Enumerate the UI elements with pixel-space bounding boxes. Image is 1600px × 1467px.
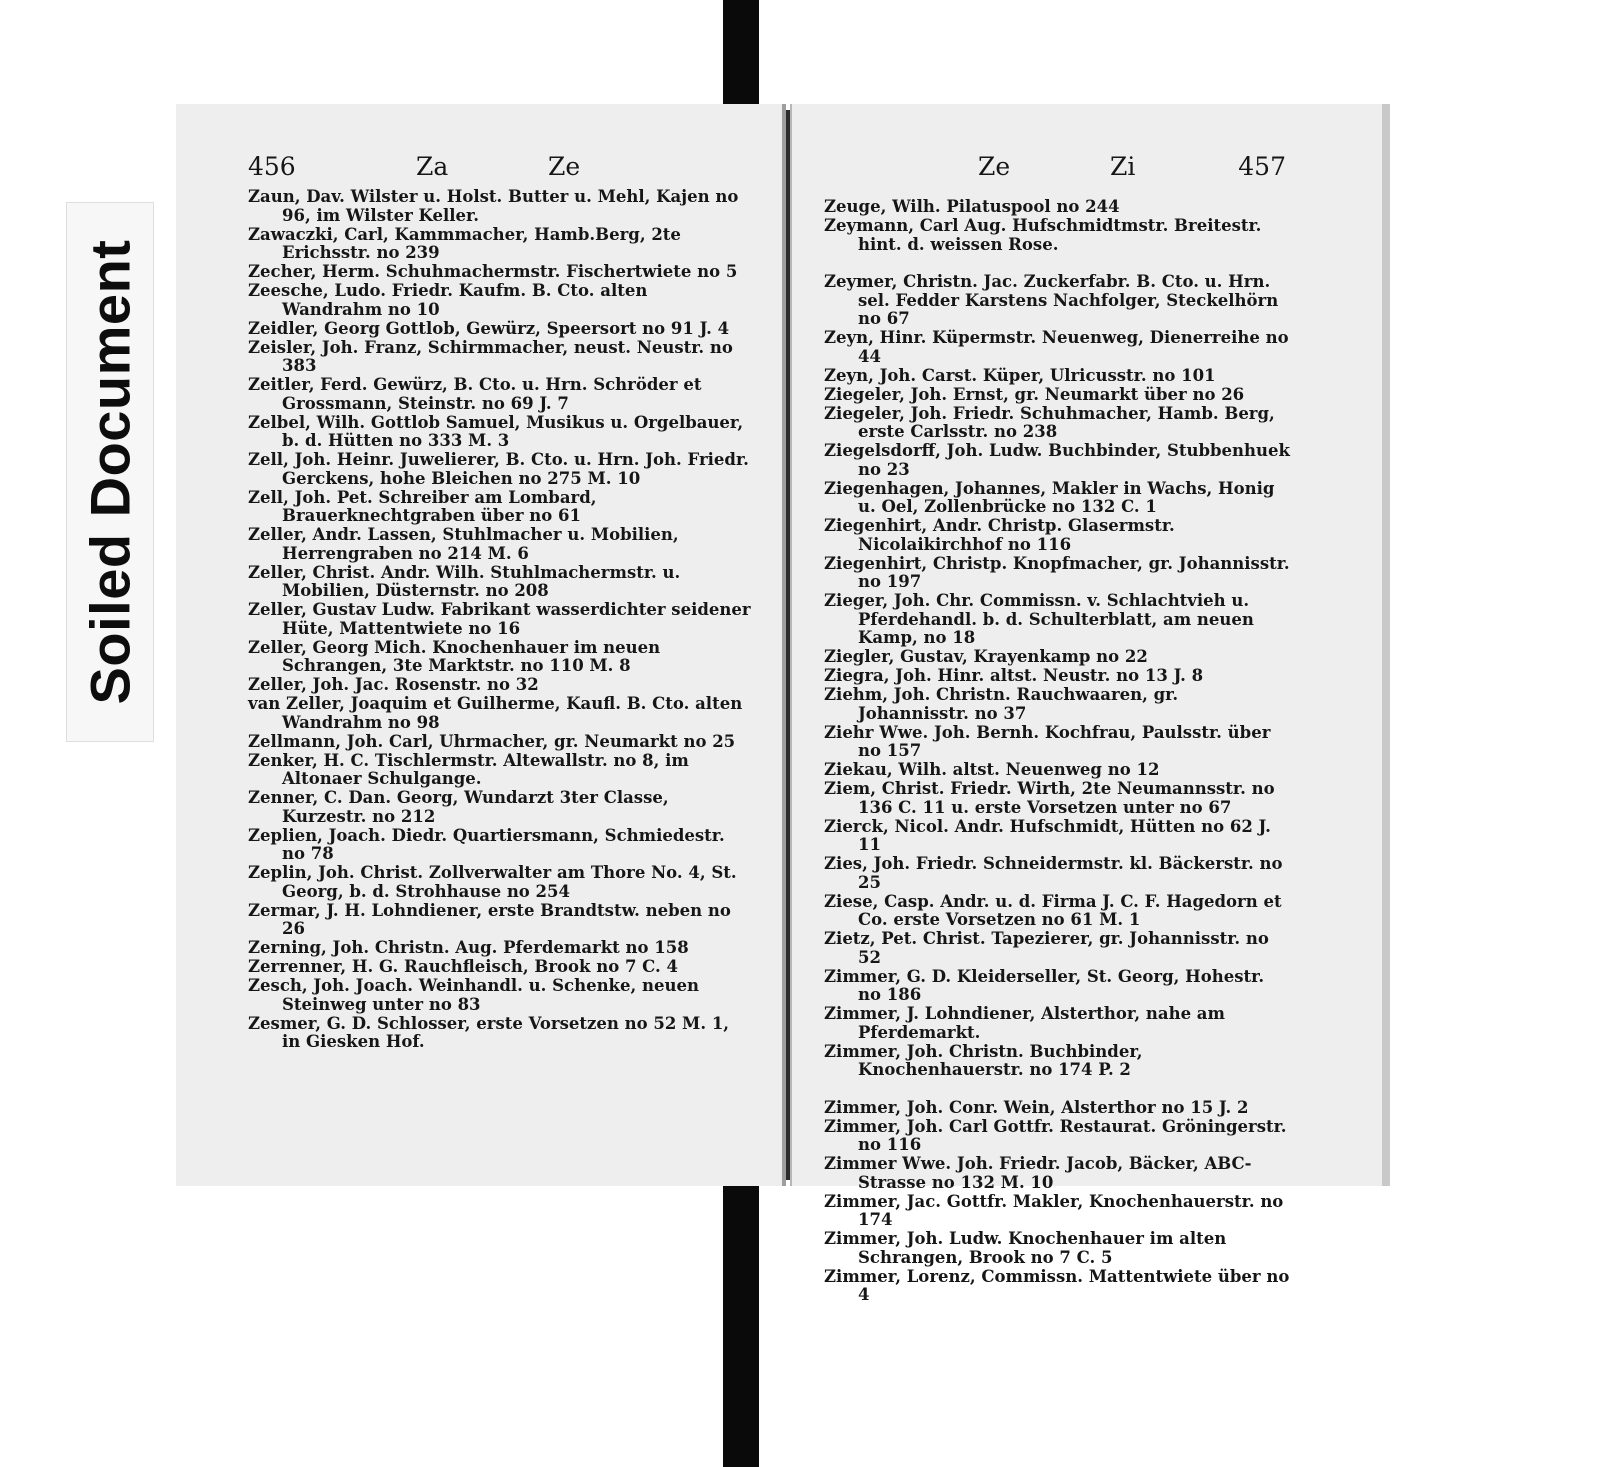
left-page-number: 456 <box>248 152 296 181</box>
soiled-document-stamp <box>66 202 154 742</box>
directory-entry: Zierck, Nicol. Andr. Hufschmidt, Hütten no 62 J. 11 <box>824 816 1271 854</box>
directory-entry: Ziegelsdorff, Joh. Ludw. Buchbinder, Stubbenhuek no 23 <box>824 441 1290 479</box>
directory-entry: Zeller, Georg Mich. Knochenhauer im neuen Schrangen, 3te Marktstr. no 110 M. 8 <box>248 637 661 675</box>
directory-entry: Ziegenhirt, Andr. Christp. Glasermstr. Nicolaikirchhof no 116 <box>824 516 1175 554</box>
bookmark-ribbon-top <box>723 0 759 110</box>
directory-entry: Zeller, Gustav Ludw. Fabrikant wasserdichter seidener Hüte, Mattentwiete no 16 <box>248 600 751 638</box>
directory-entry: Zimmer, Joh. Conr. Wein, Alsterthor no 15 J. 2 <box>824 1097 1249 1117</box>
directory-entry: Zawaczki, Carl, Kammmacher, Hamb.Berg, 2te Erichsstr. no 239 <box>248 224 681 262</box>
directory-entry: Ziegler, Gustav, Krayenkamp no 22 <box>824 647 1148 666</box>
directory-entry: Zaun, Dav. Wilster u. Holst. Butter u. Mehl, Kajen no 96, im Wilster Keller. <box>248 187 739 225</box>
directory-entry: Zimmer, G. D. Kleiderseller, St. Georg, Hohestr. no 186 <box>824 966 1265 1004</box>
directory-entry: Zecher, Herm. Schuhmachermstr. Fischertwiete no 5 <box>248 262 738 281</box>
directory-entry: Zimmer, Joh. Carl Gottfr. Restaurat. Gröningerstr. no 116 <box>824 1116 1287 1154</box>
directory-entry: Zenker, H. C. Tischlermstr. Altewallstr. no 8, im Altonaer Schulgange. <box>248 750 689 788</box>
right-page <box>790 104 1390 1304</box>
directory-entry: Zimmer, Joh. Ludw. Knochenhauer im alten Schrangen, Brook no 7 C. 5 <box>824 1229 1227 1267</box>
directory-entry: Zesch, Joh. Joach. Weinhandl. u. Schenke, neuen Steinweg unter no 83 <box>248 976 699 1014</box>
directory-entry: Zimmer, Jac. Gottfr. Makler, Knochenhauerstr. no 174 <box>824 1191 1284 1229</box>
directory-entry: Zeyn, Joh. Carst. Küper, Ulricusstr. no 101 <box>824 365 1216 385</box>
directory-entry: Zeitler, Ferd. Gewürz, B. Cto. u. Hrn. Schröder et Grossmann, Steinstr. no 69 J. 7 <box>248 375 702 413</box>
right-page-number: 457 <box>1238 152 1286 181</box>
directory-entry: Zeymann, Carl Aug. Hufschmidtmstr. Breitestr. hint. d. weissen Rose. <box>824 216 1262 254</box>
directory-entry: Ziehr Wwe. Joh. Bernh. Kochfrau, Paulsstr. über no 157 <box>824 722 1271 760</box>
directory-entry: Zeller, Christ. Andr. Wilh. Stuhlmachermstr. u. Mobilien, Düsternstr. no 208 <box>248 562 681 600</box>
directory-entry: Zeidler, Georg Gottlob, Gewürz, Speersort no 91 J. 4 <box>248 318 730 338</box>
directory-entry: Ziehm, Joh. Christn. Rauchwaaren, gr. Johannisstr. no 37 <box>824 685 1179 723</box>
directory-entry: Zeplien, Joach. Diedr. Quartiersmann, Schmiedestr. no 78 <box>248 825 725 863</box>
directory-entry: Zellmann, Joh. Carl, Uhrmacher, gr. Neumarkt no 25 <box>248 731 736 751</box>
directory-entry: Zimmer, Lorenz, Commissn. Mattentwiete über no 4 <box>824 1266 1290 1304</box>
directory-entry: Ziegeler, Joh. Friedr. Schuhmacher, Hamb. Berg, erste Carlsstr. no 238 <box>824 403 1275 441</box>
directory-entry: Zimmer, Joh. Christn. Buchbinder, Knochenhauerstr. no 174 P. 2 <box>824 1041 1143 1079</box>
directory-entry: Zeplin, Joh. Christ. Zollverwalter am Thore No. 4, St. Georg, b. d. Strohhause no 254 <box>248 863 737 901</box>
directory-entry: Ziem, Christ. Friedr. Wirth, 2te Neumannsstr. no 136 C. 11 u. erste Vorsetzen unter no 67 <box>824 779 1275 817</box>
right-header-letters-start: Ze <box>978 152 1011 181</box>
directory-entry: Ziegenhagen, Johannes, Makler in Wachs, Honig u. Oel, Zollenbrücke no 132 C. 1 <box>824 478 1275 516</box>
directory-entry: Ziese, Casp. Andr. u. d. Firma J. C. F. Hagedorn et Co. erste Vorsetzen no 61 M. 1 <box>824 891 1282 929</box>
directory-entry: Zeisler, Joh. Franz, Schirmmacher, neust. Neustr. no 383 <box>248 337 733 375</box>
directory-entry: Zeyn, Hinr. Küpermstr. Neuenweg, Dienerreihe no 44 <box>824 328 1289 366</box>
directory-entry: Zimmer Wwe. Joh. Friedr. Jacob, Bäcker, ABC-Strasse no 132 M. 10 <box>824 1154 1252 1192</box>
directory-entry: van Zeller, Joaquim et Guilherme, Kaufl. B. Cto. alten Wandrahm no 98 <box>248 694 743 732</box>
directory-entry: Ziekau, Wilh. altst. Neuenweg no 12 <box>824 760 1160 779</box>
left-page-header <box>248 152 738 186</box>
stamp-label: Soiled Document <box>78 239 142 705</box>
directory-entry: Zerrenner, H. G. Rauchfleisch, Brook no 7 C. 4 <box>248 957 678 976</box>
left-header-letters-start: Za <box>416 152 449 181</box>
directory-entry: Ziegenhirt, Christp. Knopfmacher, gr. Johannisstr. no 197 <box>824 553 1290 591</box>
directory-entry: Zies, Joh. Friedr. Schneidermstr. kl. Bäckerstr. no 25 <box>824 854 1283 892</box>
directory-entry: Ziegeler, Joh. Ernst, gr. Neumarkt über no 26 <box>824 384 1245 404</box>
directory-entry: Zell, Joh. Heinr. Juwelierer, B. Cto. u. Hrn. Joh. Friedr. Gerckens, hohe Bleichen no 275 M. 10 <box>248 450 749 488</box>
directory-entry: Zeller, Joh. Jac. Rosenstr. no 32 <box>248 675 539 694</box>
left-header-letters-end: Ze <box>548 152 581 181</box>
directory-entry: Zenner, C. Dan. Georg, Wundarzt 3ter Classe, Kurzestr. no 212 <box>248 788 669 826</box>
directory-entry: Zesmer, G. D. Schlosser, erste Vorsetzen no 52 M. 1, in Giesken Hof. <box>248 1013 730 1051</box>
left-directory-list <box>248 188 752 1052</box>
directory-entry: Zerning, Joh. Christn. Aug. Pferdemarkt no 158 <box>248 938 689 957</box>
directory-entry: Zelbel, Wilh. Gottlob Samuel, Musikus u. Orgelbauer, b. d. Hütten no 333 M. 3 <box>248 412 744 450</box>
directory-entry: Zell, Joh. Pet. Schreiber am Lombard, Brauerknechtgraben über no 61 <box>248 487 597 525</box>
directory-entry: Zimmer, J. Lohndiener, Alsterthor, nahe am Pferdemarkt. <box>824 1004 1225 1042</box>
directory-entry: Zeller, Andr. Lassen, Stuhlmacher u. Mobilien, Herrengraben no 214 M. 6 <box>248 525 679 563</box>
bookmark-ribbon-bottom <box>723 1178 759 1467</box>
directory-entry: Zietz, Pet. Christ. Tapezierer, gr. Johannisstr. no 52 <box>824 929 1269 967</box>
directory-entry: Zeuge, Wilh. Pilatuspool no 244 <box>824 197 1120 216</box>
directory-entry: Zieger, Joh. Chr. Commissn. v. Schlachtvieh u. Pferdehandl. b. d. Schulterblatt, am neuen Kamp, no 18 <box>824 591 1254 647</box>
right-header-letters-end: Zi <box>1110 152 1136 181</box>
directory-entry: Ziegra, Joh. Hinr. altst. Neustr. no 13 J. 8 <box>824 666 1204 685</box>
right-page-header <box>978 152 1286 186</box>
left-page <box>176 104 786 1186</box>
right-directory-list <box>824 198 1292 1305</box>
directory-entry: Zeymer, Christn. Jac. Zuckerfabr. B. Cto. u. Hrn. sel. Fedder Karstens Nachfolger, Steckelhörn no 67 <box>824 272 1279 328</box>
directory-entry: Zermar, J. H. Lohndiener, erste Brandtstw. neben no 26 <box>248 900 731 938</box>
directory-entry: Zeesche, Ludo. Friedr. Kaufm. B. Cto. alten Wandrahm no 10 <box>248 281 648 319</box>
